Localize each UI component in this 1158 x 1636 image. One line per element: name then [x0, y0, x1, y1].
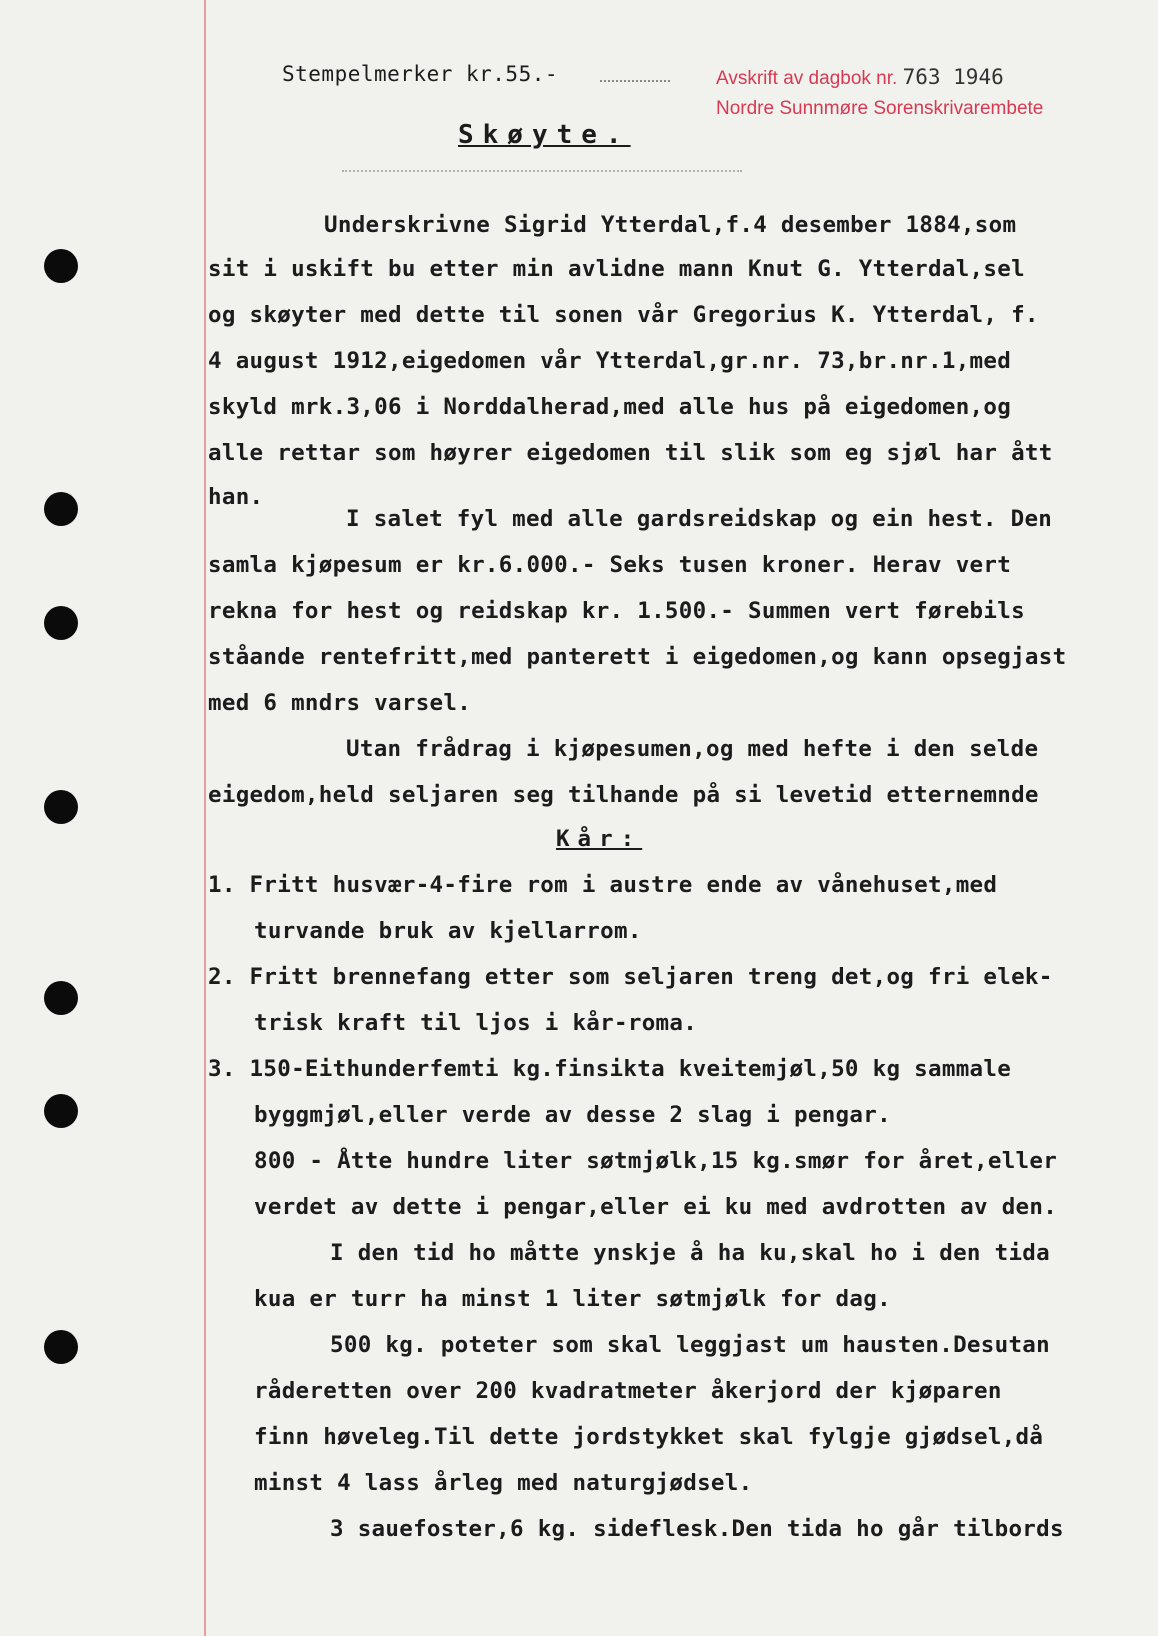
text-line: sit i uskift bu etter min avlidne mann Knut G. Ytterdal,sel — [208, 256, 1025, 282]
text-line: 3 sauefoster,6 kg. sideflesk.Den tida ho går tilbords — [330, 1516, 1064, 1542]
list-item: 1. Fritt husvær-4-fire rom i austre ende av vånehuset,med — [208, 872, 998, 898]
punch-hole — [44, 790, 78, 824]
text-line: han. — [208, 484, 264, 510]
red-office-stamp — [716, 62, 1043, 124]
punch-hole — [44, 606, 78, 640]
text-line: Underskrivne Sigrid Ytterdal,f.4 desember 1884,som — [324, 212, 1017, 238]
text-line: trisk kraft til ljos i kår-roma. — [254, 1010, 698, 1036]
list-item: 3. 150-Eithunderfemti kg.finsikta kveitemjøl,50 kg sammale — [208, 1056, 1012, 1082]
section-heading: Kår: — [556, 826, 643, 852]
text-line: finn høveleg.Til dette jordstykket skal fylgje gjødsel,då — [254, 1424, 1044, 1450]
text-line: byggmjøl,eller verde av desse 2 slag i pengar. — [254, 1102, 891, 1128]
text-line: og skøyter med dette til sonen vår Gregorius K. Ytterdal, f. — [208, 302, 1039, 328]
text-line: 500 kg. poteter som skal leggjast um hausten.Desutan — [330, 1332, 1050, 1358]
office-name: Nordre Sunnmøre Sorenskrivarembete — [716, 98, 1044, 119]
dotted-leader — [600, 80, 670, 82]
text-line: rekna for hest og reidskap kr. 1.500.- Summen vert førebils — [208, 598, 1025, 624]
text-line: kua er turr ha minst 1 liter søtmjølk for dag. — [254, 1286, 891, 1312]
margin-line — [204, 0, 206, 1636]
text-line: verdet av dette i pengar,eller ei ku med avdrotten av den. — [254, 1194, 1058, 1220]
stamp-marks: Stempelmerker kr.55.- — [282, 62, 559, 86]
text-line: råderetten over 200 kvadratmeter åkerjord der kjøparen — [254, 1378, 1002, 1404]
text-line: minst 4 lass årleg med naturgjødsel. — [254, 1470, 753, 1496]
list-item: 2. Fritt brennefang etter som seljaren treng det,og fri elek- — [208, 964, 1053, 990]
punch-hole — [44, 981, 78, 1015]
journal-number: 763 1946 — [902, 65, 1004, 89]
punch-hole — [44, 1330, 78, 1364]
text-line: samla kjøpesum er kr.6.000.- Seks tusen kroner. Herav vert — [208, 552, 1012, 578]
text-line: skyld mrk.3,06 i Norddalherad,med alle hus på eigedomen,og — [208, 394, 1012, 420]
punch-hole — [44, 492, 78, 526]
text-line: I salet fyl med alle gardsreidskap og ein hest. Den — [346, 506, 1053, 532]
text-line: Utan frådrag i kjøpesumen,og med hefte i den selde — [346, 736, 1039, 762]
text-line: I den tid ho måtte ynskje å ha ku,skal ho i den tida — [330, 1240, 1050, 1266]
text-line: ståande rentefritt,med panterett i eigedomen,og kann opsegjast — [208, 644, 1067, 670]
text-line: alle rettar som høyrer eigedomen til slik som eg sjøl har ått — [208, 440, 1053, 466]
text-line: 800 - Åtte hundre liter søtmjølk,15 kg.smør for året,eller — [254, 1148, 1058, 1174]
transcript-label: Avskrift av dagbok nr. — [716, 68, 898, 89]
text-line: eigedom,held seljaren seg tilhande på si levetid etternemnde — [208, 782, 1039, 808]
punch-hole — [44, 1094, 78, 1128]
punch-hole — [44, 249, 78, 283]
title-rule — [342, 170, 742, 172]
text-line: turvande bruk av kjellarrom. — [254, 918, 642, 944]
document-title: Skøyte. — [458, 120, 631, 150]
text-line: 4 august 1912,eigedomen vår Ytterdal,gr.nr. 73,br.nr.1,med — [208, 348, 1012, 374]
text-line: med 6 mndrs varsel. — [208, 690, 472, 716]
